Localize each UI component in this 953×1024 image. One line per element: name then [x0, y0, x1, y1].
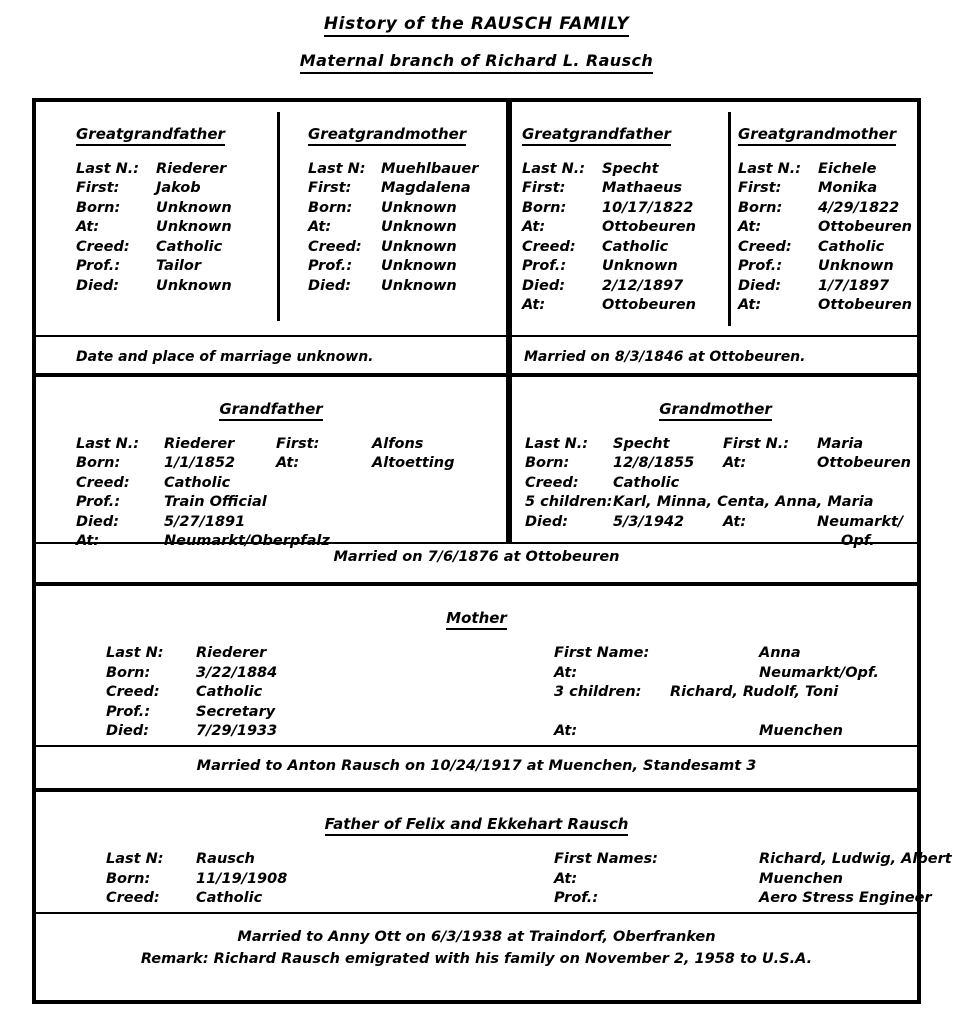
- page-title: History of the RAUSCH FAMILY: [324, 14, 629, 37]
- field-label: Creed:: [522, 238, 576, 255]
- field-value: Catholic: [602, 238, 669, 255]
- field-label: Last N:: [106, 851, 164, 867]
- panel-heading: Greatgrandmother: [308, 125, 466, 146]
- field-value: Unknown: [602, 258, 678, 275]
- field-label: Died:: [738, 277, 782, 294]
- field-row: [522, 218, 722, 238]
- field-value: Catholic: [156, 238, 223, 255]
- grandparents-section: [36, 377, 917, 586]
- field-value-secondary: Ottobeuren: [817, 455, 911, 472]
- horizontal-rule-marriage: [36, 912, 917, 914]
- field-row: [106, 870, 287, 890]
- field-list: [106, 644, 277, 742]
- field-value: Specht: [613, 435, 670, 452]
- field-label: At:: [738, 219, 762, 236]
- field-value: Jakob: [156, 180, 201, 197]
- field-row: [525, 435, 919, 455]
- field-label: Born:: [76, 199, 121, 216]
- field-list: [76, 160, 276, 297]
- field-label: Last N.:: [522, 160, 586, 177]
- field-row: [525, 474, 919, 494]
- field-row: [738, 218, 923, 238]
- field-label: Prof.:: [76, 258, 121, 275]
- marriage-note-maternal: Married on 8/3/1846 at Ottobeuren.: [524, 349, 806, 365]
- field-row: [522, 199, 722, 219]
- panel-grandfather-riederer: [36, 377, 506, 552]
- horizontal-rule-marriage: [36, 745, 917, 747]
- field-value: Eichele: [818, 160, 877, 177]
- field-label: Prof.:: [76, 494, 121, 511]
- remark-note: Remark: Richard Rausch emigrated with his family on November 2, 1958 to U.S.A.: [140, 951, 813, 967]
- field-value: Catholic: [164, 474, 231, 491]
- field-value: Rausch: [196, 851, 255, 867]
- field-value: 1/7/1897: [818, 277, 890, 294]
- field-label: Last N.:: [738, 160, 802, 177]
- field-row: [554, 889, 952, 909]
- field-label: Creed:: [738, 238, 792, 255]
- field-label: Born:: [308, 199, 353, 216]
- field-label: Born:: [738, 199, 783, 216]
- panel-grandmother-specht: [512, 377, 919, 552]
- field-label: Born:: [525, 455, 570, 472]
- field-label: Creed:: [525, 474, 579, 491]
- field-value-secondary: Maria: [817, 435, 864, 452]
- field-list: [554, 644, 879, 742]
- field-value: Unknown: [381, 277, 457, 294]
- field-label: At:: [308, 219, 332, 236]
- field-label: First:: [522, 180, 566, 197]
- field-value: 10/17/1822: [602, 199, 694, 216]
- field-value: Unknown: [381, 219, 457, 236]
- field-label: Creed:: [76, 238, 130, 255]
- field-value: 5/27/1891: [164, 513, 246, 530]
- field-label: At:: [522, 297, 546, 314]
- horizontal-rule-marriage: [36, 335, 917, 337]
- panel-greatgrandmother-eichele: [738, 102, 923, 316]
- field-label: Died:: [76, 513, 120, 530]
- document-header: [0, 0, 953, 74]
- field-row: [308, 277, 503, 297]
- marriage-note-grandparents: Married on 7/6/1876 at Ottobeuren: [333, 549, 620, 565]
- field-list: [554, 850, 952, 909]
- field-value: 1/1/1852: [164, 455, 236, 472]
- field-row: [76, 513, 506, 533]
- mother-section: [36, 586, 917, 792]
- field-row: [76, 277, 276, 297]
- panel-heading: Father of Felix and Ekkehart Rausch: [325, 815, 629, 836]
- field-value: Riederer: [196, 645, 267, 661]
- field-label: At:: [522, 219, 546, 236]
- field-row: [738, 277, 923, 297]
- field-row: [738, 160, 923, 180]
- field-value: Muehlbauer: [381, 160, 479, 177]
- field-row: [308, 218, 503, 238]
- greatgrandparents-section: [36, 102, 917, 377]
- panel-mother-left: [106, 644, 277, 742]
- field-row: [308, 257, 503, 277]
- field-value: Unknown: [156, 199, 232, 216]
- page-subtitle: Maternal branch of Richard L. Rausch: [300, 51, 653, 73]
- field-row: [76, 199, 276, 219]
- field-row: [76, 218, 276, 238]
- field-row: [554, 664, 879, 684]
- field-value: Secretary: [196, 703, 276, 720]
- field-value: 12/8/1855: [613, 455, 695, 472]
- field-list: [76, 435, 506, 552]
- field-value: 7/29/1933: [196, 723, 278, 739]
- field-label: Prof.:: [522, 258, 567, 275]
- field-row: [308, 199, 503, 219]
- field-label: Last N.:: [525, 435, 589, 452]
- panel-heading-wrap: [36, 399, 506, 421]
- marriage-note-mother: Married to Anton Rausch on 10/24/1917 at Muenchen, Standesamt 3: [196, 758, 757, 774]
- panel-greatgrandmother-muehlbauer: [308, 102, 503, 296]
- father-section: [36, 792, 952, 998]
- field-row: [554, 722, 879, 742]
- field-value-secondary: Altoetting: [372, 455, 455, 472]
- field-label: First:: [308, 180, 352, 197]
- field-label: At:: [76, 533, 100, 550]
- field-label: Died:: [76, 277, 120, 294]
- field-label: Died:: [522, 277, 566, 294]
- field-value: Catholic: [196, 684, 263, 700]
- field-row: [106, 850, 287, 870]
- field-value: Catholic: [818, 238, 885, 255]
- field-row: [76, 493, 506, 513]
- field-value-death-place-cont: Opf.: [841, 533, 875, 550]
- panel-mother-right: [554, 644, 879, 742]
- vertical-divider-right: [728, 112, 731, 326]
- field-list: [106, 850, 287, 909]
- field-label: Last N.:: [76, 435, 140, 452]
- field-row: [525, 513, 919, 533]
- field-label: Creed:: [308, 238, 362, 255]
- field-row: [106, 644, 277, 664]
- panel-heading: Mother: [446, 609, 507, 630]
- field-label: Last N:: [106, 645, 164, 661]
- field-row: [106, 889, 287, 909]
- field-value: Unknown: [381, 199, 457, 216]
- panel-heading: Greatgrandmother: [738, 125, 896, 146]
- panel-greatgrandfather-riederer: [76, 102, 276, 296]
- field-value: Unknown: [381, 258, 457, 275]
- field-row: [522, 160, 722, 180]
- field-row: [554, 870, 952, 890]
- field-row: [106, 722, 277, 742]
- field-row: [522, 257, 722, 277]
- field-value: Catholic: [613, 474, 680, 491]
- field-label: At:: [554, 870, 578, 887]
- field-label-death-place: At:: [723, 513, 747, 530]
- field-list: [738, 160, 923, 316]
- field-list: [522, 160, 722, 316]
- field-value: Riederer: [164, 435, 235, 452]
- field-value-death-place: Neumarkt/: [817, 513, 904, 530]
- field-label: First Name:: [554, 645, 650, 661]
- field-label: Born:: [522, 199, 567, 216]
- field-value: Richard, Rudolf, Toni: [670, 684, 839, 700]
- field-label-secondary: At:: [723, 455, 747, 472]
- panel-heading: Grandfather: [219, 400, 322, 421]
- panel-heading: Greatgrandfather: [522, 125, 671, 146]
- field-label: Born:: [106, 870, 151, 887]
- field-value-secondary: Alfons: [372, 435, 424, 452]
- panel-heading-wrap: [36, 608, 917, 630]
- field-row: [738, 257, 923, 277]
- field-row: [76, 435, 506, 455]
- field-label: At:: [76, 219, 100, 236]
- field-list: [308, 160, 503, 297]
- family-chart-frame: [32, 98, 952, 1004]
- field-value: Specht: [602, 160, 659, 177]
- field-value: Neumarkt/Oberpfalz: [164, 533, 330, 550]
- title-line: [0, 14, 953, 37]
- field-value: Riederer: [156, 160, 227, 177]
- field-row: [106, 703, 277, 723]
- field-value: Ottobeuren: [818, 219, 912, 236]
- field-label: Creed:: [76, 474, 130, 491]
- field-row-spacer: [554, 703, 879, 723]
- field-value: Muenchen: [759, 870, 843, 887]
- field-row: [738, 179, 923, 199]
- field-row: [525, 454, 919, 474]
- field-row: [106, 683, 277, 703]
- field-label: Born:: [76, 455, 121, 472]
- field-label-secondary: First:: [276, 435, 320, 452]
- marriage-note-paternal: Date and place of marriage unknown.: [76, 349, 374, 365]
- field-row: [522, 296, 722, 316]
- field-value: Ottobeuren: [818, 297, 912, 314]
- field-value: Train Official: [164, 494, 267, 511]
- field-label: Died:: [308, 277, 352, 294]
- panel-heading: Greatgrandfather: [76, 125, 225, 146]
- field-value: Unknown: [818, 258, 894, 275]
- field-row: [308, 238, 503, 258]
- field-row: [76, 160, 276, 180]
- panel-heading-wrap: [36, 814, 917, 836]
- field-row: [76, 474, 506, 494]
- field-label: Creed:: [106, 890, 160, 906]
- field-label: First:: [76, 180, 120, 197]
- field-row: [522, 238, 722, 258]
- field-value: Ottobeuren: [602, 219, 696, 236]
- field-value: Unknown: [156, 219, 232, 236]
- field-label: Last N:: [308, 160, 366, 177]
- field-value: Tailor: [156, 258, 202, 275]
- field-value: 2/12/1897: [602, 277, 684, 294]
- field-row: [308, 179, 503, 199]
- field-row: [525, 493, 919, 513]
- field-label: Died:: [106, 723, 150, 739]
- field-label-secondary: First N.:: [723, 435, 790, 452]
- field-row: [76, 454, 506, 474]
- field-label: 5 children:: [525, 494, 613, 511]
- field-label: Prof.:: [106, 703, 151, 720]
- panel-greatgrandfather-specht: [522, 102, 722, 316]
- vertical-divider-left: [277, 112, 280, 321]
- field-label: Died:: [525, 513, 569, 530]
- field-row: [522, 179, 722, 199]
- field-value: Neumarkt/Opf.: [759, 664, 879, 681]
- field-label: Last N.:: [76, 160, 140, 177]
- field-row: [738, 296, 923, 316]
- field-row: [106, 664, 277, 684]
- field-label-secondary: At:: [276, 455, 300, 472]
- footer-notes: [36, 926, 917, 970]
- field-value: Unknown: [381, 238, 457, 255]
- field-row: [76, 238, 276, 258]
- field-row: [554, 683, 879, 703]
- field-row: [308, 160, 503, 180]
- field-label: Prof.:: [738, 258, 783, 275]
- field-label: Prof.:: [308, 258, 353, 275]
- field-label: First:: [738, 180, 782, 197]
- field-value: 3/22/1884: [196, 664, 278, 681]
- field-row: [76, 179, 276, 199]
- field-value: 11/19/1908: [196, 870, 288, 887]
- field-row: [738, 238, 923, 258]
- field-label: 3 children:: [554, 684, 642, 700]
- field-value: 4/29/1822: [818, 199, 900, 216]
- field-value: Karl, Minna, Centa, Anna, Maria: [613, 494, 874, 511]
- field-value: Anna: [759, 645, 801, 661]
- field-label: First Names:: [554, 851, 658, 867]
- field-row: [738, 199, 923, 219]
- field-row: [522, 277, 722, 297]
- field-value: 5/3/1942: [613, 513, 685, 530]
- field-label: Born:: [106, 664, 151, 681]
- field-value: Muenchen: [759, 723, 843, 739]
- panel-heading-wrap: [512, 399, 919, 421]
- field-label: Prof.:: [554, 890, 599, 906]
- field-row: [554, 850, 952, 870]
- field-row: [554, 644, 879, 664]
- field-value: Monika: [818, 180, 878, 197]
- panel-father-right: [554, 850, 952, 909]
- field-value: Richard, Ludwig, Albert: [759, 851, 952, 867]
- field-label: At:: [554, 664, 578, 681]
- field-value: Aero Stress Engineer: [759, 890, 932, 906]
- field-value: Unknown: [156, 277, 232, 294]
- subtitle-line: [0, 51, 953, 73]
- field-value: Mathaeus: [602, 180, 683, 197]
- field-value: Catholic: [196, 890, 263, 906]
- field-label: Creed:: [106, 684, 160, 700]
- marriage-note-father: Married to Anny Ott on 6/3/1938 at Traindorf, Oberfranken: [237, 929, 716, 945]
- field-list: [525, 435, 919, 552]
- field-label: At:: [738, 297, 762, 314]
- field-label: At:: [554, 723, 578, 739]
- panel-father-left: [106, 850, 287, 909]
- field-value: Magdalena: [381, 180, 471, 197]
- field-value: Ottobeuren: [602, 297, 696, 314]
- field-row: [76, 257, 276, 277]
- panel-heading: Grandmother: [659, 400, 772, 421]
